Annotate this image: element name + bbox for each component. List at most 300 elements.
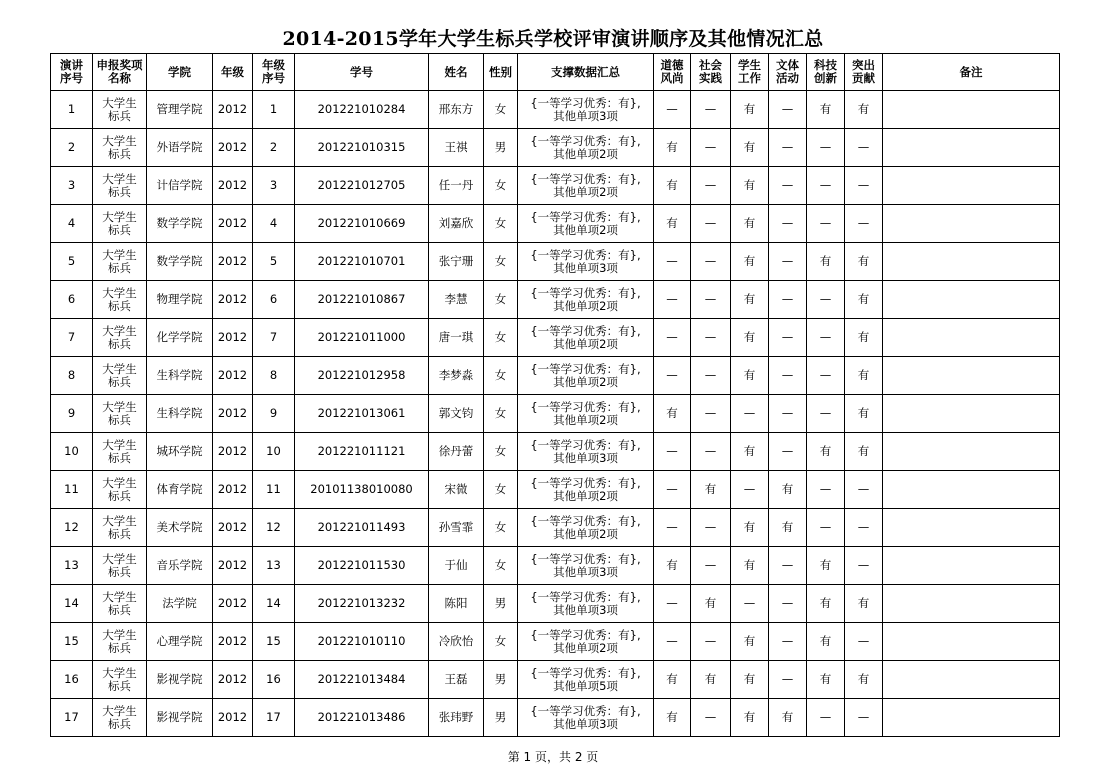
cell-support-data-line: {一等学习优秀：有},	[530, 475, 641, 490]
cell-social-practice: —	[691, 243, 731, 281]
cell-name: 邢东方	[429, 91, 484, 129]
cell-outstanding-contribution: 有	[845, 281, 883, 319]
cell-outstanding-contribution: —	[845, 547, 883, 585]
cell-speech-no: 11	[51, 471, 93, 509]
cell-award-name-line: 大学生	[102, 399, 137, 414]
cell-grade: 2012	[213, 129, 253, 167]
cell-support-data-line: 其他单项3项	[553, 260, 618, 275]
cell-sex: 女	[484, 395, 518, 433]
table-row	[51, 661, 1060, 699]
cell-award-name-line: 大学生	[102, 589, 137, 604]
cell-college: 计信学院	[147, 167, 213, 205]
cell-student-id: 20101138010080	[295, 471, 429, 509]
cell-support-data	[518, 471, 654, 509]
cell-name: 陈阳	[429, 585, 484, 623]
cell-support-data-line: 其他单项3项	[553, 108, 618, 123]
cell-remarks	[883, 509, 1060, 547]
header-student-work	[731, 54, 769, 91]
cell-tech-innovation: —	[807, 357, 845, 395]
cell-sports-activities: —	[769, 167, 807, 205]
cell-award-name	[93, 585, 147, 623]
cell-outstanding-contribution: —	[845, 471, 883, 509]
cell-college: 数学学院	[147, 205, 213, 243]
table-body	[51, 91, 1060, 737]
cell-award-name	[93, 167, 147, 205]
cell-sex: 女	[484, 509, 518, 547]
cell-grade: 2012	[213, 547, 253, 585]
cell-award-name-line: 大学生	[102, 323, 137, 338]
cell-support-data	[518, 281, 654, 319]
cell-social-practice: 有	[691, 585, 731, 623]
cell-student-id: 201221011530	[295, 547, 429, 585]
cell-social-practice: —	[691, 357, 731, 395]
cell-award-name	[93, 509, 147, 547]
cell-sports-activities: —	[769, 91, 807, 129]
header-text: 序号	[262, 71, 285, 85]
cell-college: 管理学院	[147, 91, 213, 129]
cell-sex: 女	[484, 357, 518, 395]
header-text: 社会	[699, 58, 722, 72]
cell-student-id: 201221013061	[295, 395, 429, 433]
cell-name: 任一丹	[429, 167, 484, 205]
cell-tech-innovation: —	[807, 509, 845, 547]
cell-support-data-line: 其他单项2项	[553, 488, 618, 503]
cell-moral: —	[654, 319, 691, 357]
cell-grade-no: 9	[253, 395, 295, 433]
cell-student-work: 有	[731, 661, 769, 699]
cell-outstanding-contribution: 有	[845, 395, 883, 433]
cell-award-name-line: 标兵	[108, 222, 131, 237]
cell-tech-innovation: —	[807, 281, 845, 319]
cell-name: 王磊	[429, 661, 484, 699]
cell-outstanding-contribution: 有	[845, 91, 883, 129]
cell-outstanding-contribution: 有	[845, 585, 883, 623]
cell-sports-activities: —	[769, 205, 807, 243]
cell-remarks	[883, 281, 1060, 319]
cell-student-work: —	[731, 471, 769, 509]
cell-grade-no: 1	[253, 91, 295, 129]
cell-social-practice: —	[691, 205, 731, 243]
cell-sports-activities: 有	[769, 471, 807, 509]
cell-award-name	[93, 547, 147, 585]
cell-award-name	[93, 433, 147, 471]
cell-speech-no: 10	[51, 433, 93, 471]
header-text: 科技	[814, 58, 837, 72]
header-text: 贡献	[852, 71, 875, 85]
header-text: 风尚	[660, 71, 684, 85]
cell-outstanding-contribution: 有	[845, 433, 883, 471]
header-text: 道德	[660, 58, 684, 72]
cell-award-name-line: 大学生	[102, 209, 137, 224]
cell-name: 刘嘉欣	[429, 205, 484, 243]
cell-college: 外语学院	[147, 129, 213, 167]
table-row	[51, 395, 1060, 433]
cell-support-data	[518, 91, 654, 129]
cell-outstanding-contribution: 有	[845, 243, 883, 281]
cell-support-data	[518, 699, 654, 737]
cell-outstanding-contribution: —	[845, 205, 883, 243]
cell-award-name	[93, 623, 147, 661]
cell-support-data-line: {一等学习优秀：有},	[530, 323, 641, 338]
cell-grade: 2012	[213, 167, 253, 205]
cell-moral: 有	[654, 661, 691, 699]
cell-sex: 男	[484, 585, 518, 623]
cell-speech-no: 1	[51, 91, 93, 129]
cell-remarks	[883, 243, 1060, 281]
cell-grade-no: 15	[253, 623, 295, 661]
cell-college: 化学学院	[147, 319, 213, 357]
cell-name: 孙雪霏	[429, 509, 484, 547]
header-text: 序号	[60, 71, 83, 85]
cell-tech-innovation: —	[807, 129, 845, 167]
cell-student-id: 201221010315	[295, 129, 429, 167]
cell-grade: 2012	[213, 509, 253, 547]
header-text: 年级	[262, 58, 285, 72]
cell-support-data-line: 其他单项3项	[553, 450, 618, 465]
cell-student-id: 201221010284	[295, 91, 429, 129]
cell-moral: —	[654, 357, 691, 395]
cell-sex: 女	[484, 623, 518, 661]
cell-remarks	[883, 471, 1060, 509]
cell-name: 于仙	[429, 547, 484, 585]
cell-award-name-line: 标兵	[108, 146, 131, 161]
cell-student-work: 有	[731, 91, 769, 129]
table-row	[51, 357, 1060, 395]
cell-outstanding-contribution: —	[845, 699, 883, 737]
cell-student-work: 有	[731, 319, 769, 357]
cell-award-name-line: 标兵	[108, 412, 131, 427]
cell-name: 王祺	[429, 129, 484, 167]
header-text: 支撑数据汇总	[551, 64, 620, 79]
header-tech-innovation	[807, 54, 845, 91]
cell-remarks	[883, 205, 1060, 243]
cell-moral: —	[654, 585, 691, 623]
cell-outstanding-contribution: —	[845, 129, 883, 167]
cell-student-id: 201221011493	[295, 509, 429, 547]
header-name	[429, 54, 484, 91]
cell-remarks	[883, 661, 1060, 699]
cell-sex: 男	[484, 699, 518, 737]
cell-student-id: 201221010701	[295, 243, 429, 281]
cell-award-name	[93, 319, 147, 357]
table-row	[51, 243, 1060, 281]
cell-support-data-line: {一等学习优秀：有},	[530, 627, 641, 642]
cell-award-name	[93, 357, 147, 395]
cell-tech-innovation: —	[807, 699, 845, 737]
cell-grade: 2012	[213, 471, 253, 509]
cell-sports-activities: —	[769, 395, 807, 433]
cell-student-work: —	[731, 585, 769, 623]
cell-speech-no: 4	[51, 205, 93, 243]
cell-support-data	[518, 205, 654, 243]
cell-grade-no: 11	[253, 471, 295, 509]
cell-student-id: 201221013232	[295, 585, 429, 623]
cell-sex: 女	[484, 243, 518, 281]
cell-support-data-line: {一等学习优秀：有},	[530, 171, 641, 186]
cell-support-data-line: 其他单项2项	[553, 336, 618, 351]
cell-moral: —	[654, 471, 691, 509]
cell-speech-no: 15	[51, 623, 93, 661]
cell-moral: —	[654, 509, 691, 547]
cell-outstanding-contribution: —	[845, 167, 883, 205]
cell-tech-innovation: 有	[807, 433, 845, 471]
cell-support-data	[518, 547, 654, 585]
cell-award-name-line: 大学生	[102, 665, 137, 680]
cell-support-data-line: 其他单项3项	[553, 564, 618, 579]
cell-speech-no: 3	[51, 167, 93, 205]
cell-tech-innovation: 有	[807, 91, 845, 129]
cell-outstanding-contribution: —	[845, 509, 883, 547]
cell-grade: 2012	[213, 661, 253, 699]
cell-student-work: 有	[731, 167, 769, 205]
cell-grade: 2012	[213, 243, 253, 281]
header-text: 活动	[776, 71, 799, 85]
cell-tech-innovation: —	[807, 471, 845, 509]
header-text: 名称	[108, 71, 131, 85]
cell-name: 李慧	[429, 281, 484, 319]
cell-grade-no: 3	[253, 167, 295, 205]
cell-sex: 女	[484, 319, 518, 357]
cell-award-name-line: 大学生	[102, 703, 137, 718]
cell-name: 郭文钧	[429, 395, 484, 433]
cell-student-id: 201221012958	[295, 357, 429, 395]
cell-sex: 男	[484, 661, 518, 699]
cell-tech-innovation: 有	[807, 623, 845, 661]
cell-award-name-line: 大学生	[102, 513, 137, 528]
cell-social-practice: —	[691, 395, 731, 433]
cell-sex: 女	[484, 547, 518, 585]
cell-support-data-line: {一等学习优秀：有},	[530, 285, 641, 300]
cell-support-data-line: 其他单项2项	[553, 412, 618, 427]
cell-sex: 男	[484, 129, 518, 167]
cell-outstanding-contribution: 有	[845, 357, 883, 395]
cell-grade-no: 5	[253, 243, 295, 281]
cell-sex: 女	[484, 91, 518, 129]
cell-student-work: 有	[731, 243, 769, 281]
cell-award-name-line: 大学生	[102, 285, 137, 300]
cell-sports-activities: —	[769, 243, 807, 281]
cell-award-name-line: 标兵	[108, 336, 131, 351]
cell-sports-activities: 有	[769, 699, 807, 737]
cell-moral: —	[654, 433, 691, 471]
cell-award-name-line: 标兵	[108, 678, 131, 693]
cell-tech-innovation: —	[807, 319, 845, 357]
cell-grade-no: 17	[253, 699, 295, 737]
cell-tech-innovation: —	[807, 167, 845, 205]
header-text: 学号	[350, 64, 373, 79]
cell-award-name-line: 标兵	[108, 602, 131, 617]
cell-student-id: 201221011000	[295, 319, 429, 357]
header-student-id	[295, 54, 429, 91]
header-text: 学生	[738, 58, 761, 72]
cell-support-data	[518, 167, 654, 205]
cell-grade-no: 8	[253, 357, 295, 395]
cell-tech-innovation: 有	[807, 547, 845, 585]
cell-moral: 有	[654, 547, 691, 585]
cell-student-work: 有	[731, 433, 769, 471]
cell-award-name-line: 标兵	[108, 298, 131, 313]
cell-speech-no: 16	[51, 661, 93, 699]
cell-sex: 女	[484, 471, 518, 509]
cell-outstanding-contribution: 有	[845, 319, 883, 357]
header-text: 演讲	[60, 58, 83, 72]
cell-student-id: 201221012705	[295, 167, 429, 205]
cell-support-data	[518, 585, 654, 623]
cell-student-work: 有	[731, 281, 769, 319]
cell-college: 生科学院	[147, 357, 213, 395]
cell-grade: 2012	[213, 699, 253, 737]
cell-support-data-line: 其他单项5项	[553, 678, 618, 693]
header-sports-activities	[769, 54, 807, 91]
cell-sex: 女	[484, 167, 518, 205]
cell-speech-no: 17	[51, 699, 93, 737]
cell-student-id: 201221013484	[295, 661, 429, 699]
cell-award-name-line: 大学生	[102, 627, 137, 642]
cell-award-name-line: 大学生	[102, 551, 137, 566]
cell-support-data-line: 其他单项2项	[553, 146, 618, 161]
cell-speech-no: 9	[51, 395, 93, 433]
header-award-name	[93, 54, 147, 91]
cell-remarks	[883, 547, 1060, 585]
cell-sports-activities: —	[769, 357, 807, 395]
cell-support-data	[518, 357, 654, 395]
cell-award-name-line: 标兵	[108, 184, 131, 199]
cell-college: 体育学院	[147, 471, 213, 509]
cell-moral: —	[654, 623, 691, 661]
cell-speech-no: 5	[51, 243, 93, 281]
cell-grade: 2012	[213, 585, 253, 623]
cell-remarks	[883, 585, 1060, 623]
cell-social-practice: —	[691, 623, 731, 661]
cell-name: 李梦淼	[429, 357, 484, 395]
header-text: 工作	[738, 71, 761, 85]
cell-moral: 有	[654, 395, 691, 433]
cell-student-id: 201221013486	[295, 699, 429, 737]
cell-tech-innovation: —	[807, 395, 845, 433]
cell-moral: —	[654, 91, 691, 129]
cell-grade: 2012	[213, 205, 253, 243]
cell-award-name-line: 大学生	[102, 437, 137, 452]
table-row	[51, 509, 1060, 547]
cell-name: 冷欣怡	[429, 623, 484, 661]
cell-award-name	[93, 281, 147, 319]
cell-social-practice: —	[691, 167, 731, 205]
cell-remarks	[883, 91, 1060, 129]
cell-tech-innovation: —	[807, 205, 845, 243]
cell-speech-no: 14	[51, 585, 93, 623]
cell-student-work: 有	[731, 205, 769, 243]
summary-table	[50, 53, 1060, 737]
cell-speech-no: 7	[51, 319, 93, 357]
cell-college: 数学学院	[147, 243, 213, 281]
cell-outstanding-contribution: —	[845, 623, 883, 661]
header-social-practice	[691, 54, 731, 91]
cell-speech-no: 8	[51, 357, 93, 395]
header-text: 突出	[852, 58, 875, 72]
cell-social-practice: —	[691, 281, 731, 319]
cell-support-data-line: {一等学习优秀：有},	[530, 551, 641, 566]
cell-speech-no: 12	[51, 509, 93, 547]
cell-speech-no: 2	[51, 129, 93, 167]
table-row	[51, 623, 1060, 661]
cell-sports-activities: —	[769, 281, 807, 319]
cell-sports-activities: —	[769, 623, 807, 661]
cell-grade-no: 13	[253, 547, 295, 585]
cell-moral: 有	[654, 129, 691, 167]
table-row	[51, 167, 1060, 205]
cell-support-data-line: 其他单项3项	[553, 716, 618, 731]
cell-tech-innovation: 有	[807, 243, 845, 281]
cell-tech-innovation: 有	[807, 585, 845, 623]
cell-award-name	[93, 205, 147, 243]
header-text: 年级	[221, 64, 244, 79]
cell-support-data	[518, 661, 654, 699]
cell-support-data-line: 其他单项2项	[553, 640, 618, 655]
cell-student-work: 有	[731, 357, 769, 395]
cell-award-name-line: 标兵	[108, 488, 131, 503]
header-moral	[654, 54, 691, 91]
cell-award-name	[93, 129, 147, 167]
cell-sports-activities: —	[769, 129, 807, 167]
cell-remarks	[883, 129, 1060, 167]
cell-social-practice: —	[691, 547, 731, 585]
cell-remarks	[883, 433, 1060, 471]
table-row	[51, 547, 1060, 585]
cell-social-practice: 有	[691, 661, 731, 699]
cell-speech-no: 6	[51, 281, 93, 319]
cell-award-name-line: 大学生	[102, 133, 137, 148]
cell-sports-activities: —	[769, 585, 807, 623]
header-text: 申报奖项	[96, 58, 143, 72]
cell-student-work: 有	[731, 547, 769, 585]
header-sex	[484, 54, 518, 91]
cell-award-name-line: 标兵	[108, 564, 131, 579]
cell-moral: 有	[654, 167, 691, 205]
cell-support-data-line: {一等学习优秀：有},	[530, 703, 641, 718]
cell-support-data	[518, 395, 654, 433]
cell-support-data	[518, 243, 654, 281]
cell-grade-no: 6	[253, 281, 295, 319]
header-college	[147, 54, 213, 91]
cell-award-name-line: 大学生	[102, 95, 137, 110]
cell-grade: 2012	[213, 91, 253, 129]
cell-college: 音乐学院	[147, 547, 213, 585]
cell-award-name-line: 标兵	[108, 260, 131, 275]
cell-support-data-line: {一等学习优秀：有},	[530, 361, 641, 376]
cell-student-id: 201221010110	[295, 623, 429, 661]
cell-award-name-line: 标兵	[108, 640, 131, 655]
cell-award-name	[93, 243, 147, 281]
cell-support-data	[518, 129, 654, 167]
cell-student-id: 201221010669	[295, 205, 429, 243]
cell-award-name-line: 标兵	[108, 108, 131, 123]
cell-social-practice: —	[691, 509, 731, 547]
cell-grade: 2012	[213, 623, 253, 661]
cell-support-data	[518, 319, 654, 357]
cell-support-data	[518, 623, 654, 661]
cell-remarks	[883, 395, 1060, 433]
cell-college: 影视学院	[147, 699, 213, 737]
table-row	[51, 129, 1060, 167]
header-text: 备注	[959, 64, 983, 79]
table-row	[51, 91, 1060, 129]
header-outstanding-contribution	[845, 54, 883, 91]
cell-remarks	[883, 357, 1060, 395]
cell-support-data-line: 其他单项2项	[553, 374, 618, 389]
cell-sex: 女	[484, 433, 518, 471]
cell-support-data-line: 其他单项2项	[553, 526, 618, 541]
cell-name: 徐丹蕾	[429, 433, 484, 471]
